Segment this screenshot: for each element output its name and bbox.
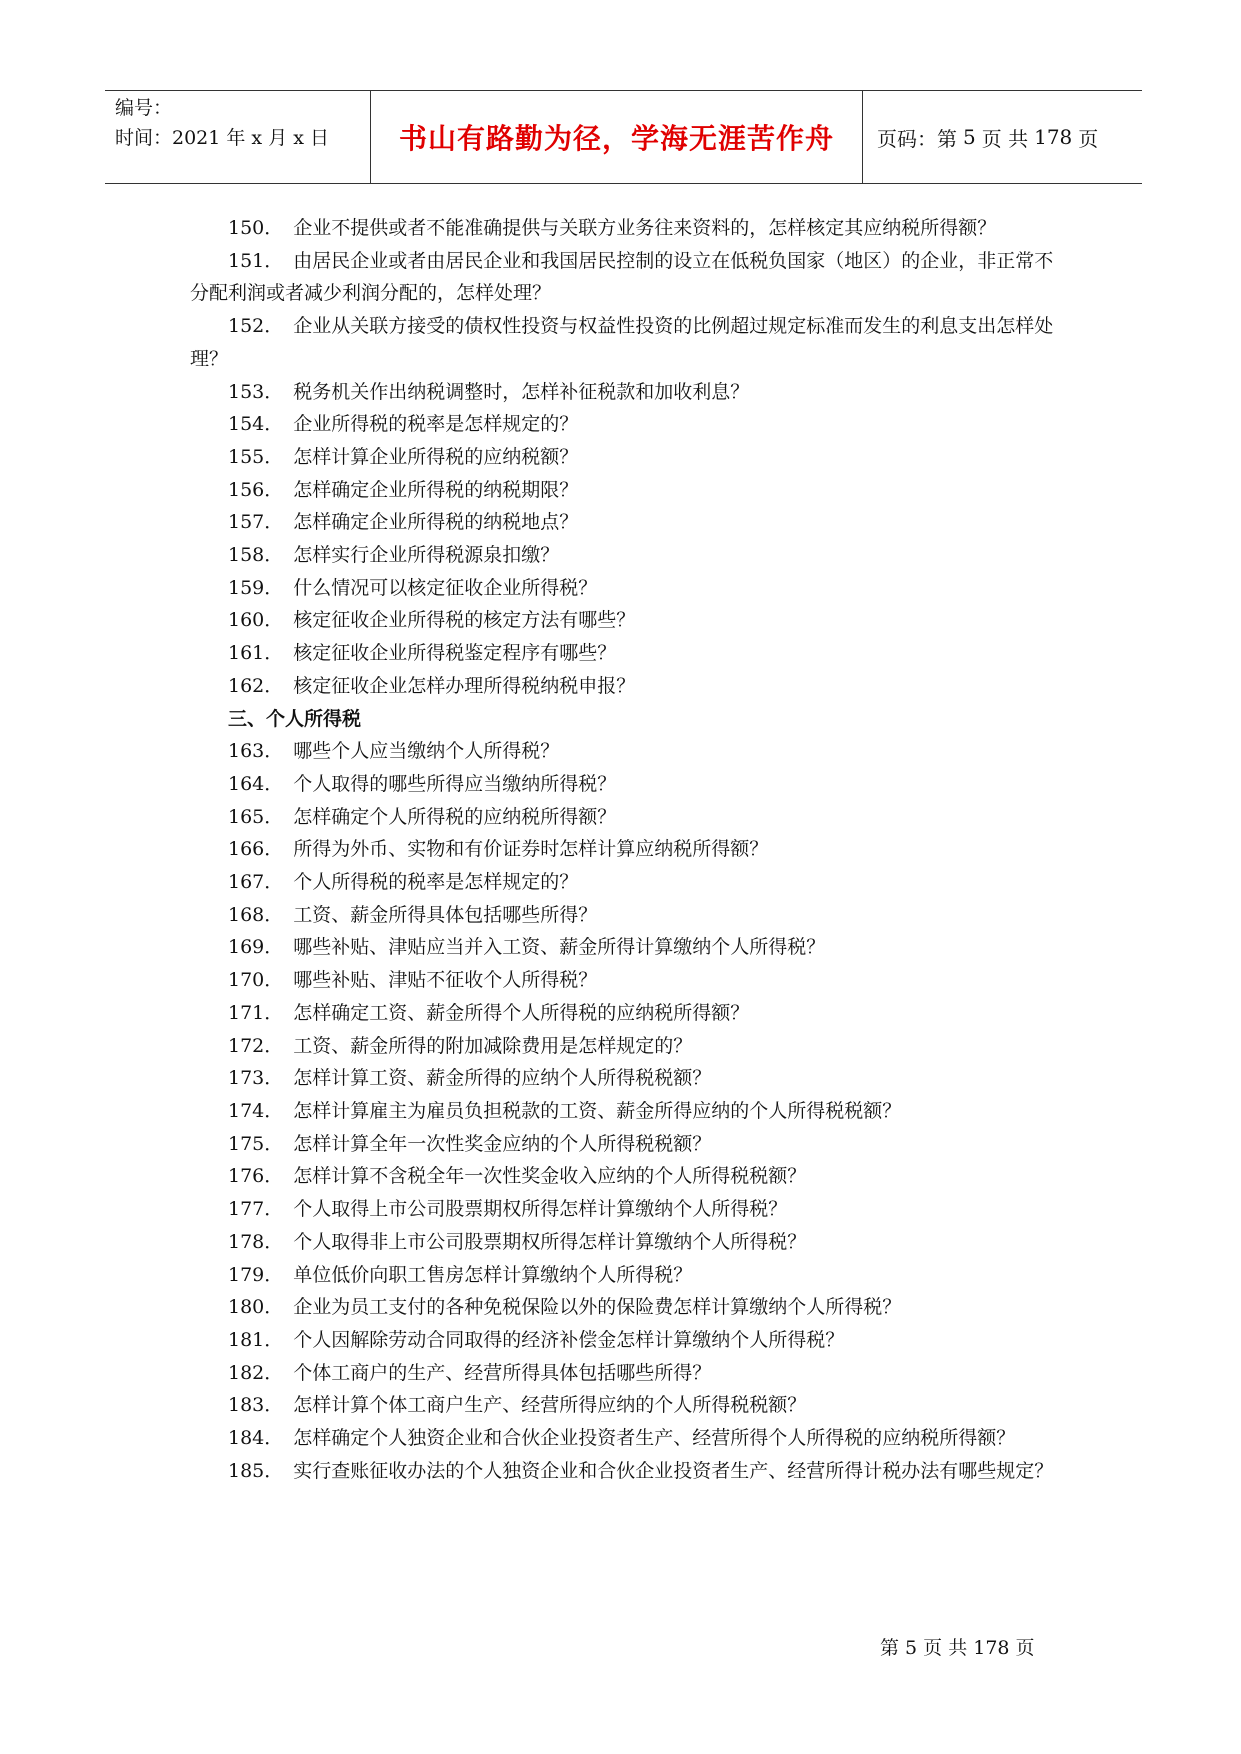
question-number: 157．: [228, 511, 284, 534]
question-text: 什么情况可以核定征收企业所得税？: [293, 576, 598, 599]
page-label: 页码：第: [877, 126, 957, 151]
question-number: 150．: [228, 217, 284, 239]
page-mid: 页 共: [981, 126, 1029, 151]
question-number: 167．: [228, 871, 284, 894]
question-number: 153．: [228, 380, 284, 403]
question-item: [190, 1291, 1070, 1324]
question-item: [190, 931, 1070, 964]
page-end: 页: [1078, 126, 1099, 151]
question-text: 个人取得的哪些所得应当缴纳所得税？: [293, 772, 617, 795]
question-item: [190, 866, 1070, 899]
question-item: [190, 899, 1070, 932]
question-number: 155．: [228, 445, 284, 468]
question-number: 176．: [228, 1165, 284, 1188]
question-item: [190, 801, 1070, 834]
question-text: 哪些个人应当缴纳个人所得税？: [293, 740, 560, 763]
question-text: 怎样计算工资、薪金所得的应纳个人所得税税额？: [293, 1067, 712, 1090]
question-number: 154．: [228, 413, 284, 436]
question-number: 178．: [228, 1230, 284, 1253]
question-text: 怎样计算不含税全年一次性奖金收入应纳的个人所得税税额？: [293, 1165, 807, 1188]
question-number: 160．: [228, 609, 284, 632]
page-footer: 第 5 页 共 178 页: [880, 1637, 1035, 1659]
question-number: 152．: [228, 315, 284, 338]
question-item: [190, 637, 1070, 670]
question-text: 核定征收企业所得税鉴定程序有哪些？: [293, 642, 617, 665]
question-item: [190, 768, 1070, 801]
question-number: 159．: [228, 576, 284, 599]
question-item: [190, 572, 1070, 605]
question-item: [190, 539, 1070, 572]
question-text: 哪些补贴、津贴不征收个人所得税？: [293, 969, 598, 992]
question-item: [190, 1128, 1070, 1161]
question-number: 174．: [228, 1099, 284, 1122]
question-text: 所得为外币、实物和有价证券时怎样计算应纳税所得额？: [293, 838, 769, 861]
question-text: 企业为员工支付的各种免税保险以外的保险费怎样计算缴纳个人所得税？: [293, 1296, 902, 1319]
question-item: [190, 1062, 1070, 1095]
question-number: 170．: [228, 969, 284, 992]
question-item: [190, 1030, 1070, 1063]
question-number: 183．: [228, 1394, 284, 1417]
question-text: 单位低价向职工售房怎样计算缴纳个人所得税？: [293, 1263, 693, 1286]
question-text: 核定征收企业怎样办理所得税纳税申报？: [293, 674, 636, 697]
question-text: 企业不提供或者不能准确提供与关联方业务往来资料的，怎样核定其应纳税所得额？: [293, 217, 997, 239]
question-number: 166．: [228, 838, 284, 861]
question-number: 156．: [228, 478, 284, 501]
question-number: 165．: [228, 805, 284, 828]
question-item: [190, 1226, 1070, 1259]
question-item: [190, 1422, 1070, 1455]
question-number: 151．: [228, 249, 284, 272]
question-text: 由居民企业或者由居民企业和我国居民控制的设立在低税负国家（地区）的企业，非正常不分配利润或者减少利润分配的，怎样处理？: [190, 249, 1054, 305]
question-item: [190, 1193, 1070, 1226]
question-item: [190, 1389, 1070, 1422]
question-item: [190, 735, 1070, 768]
question-text: 实行查账征收办法的个人独资企业和合伙企业投资者生产、经营所得计税办法有哪些规定？: [293, 1459, 1054, 1482]
question-text: 税务机关作出纳税调整时，怎样补征税款和加收利息？: [293, 380, 750, 403]
question-item: [190, 964, 1070, 997]
question-text: 企业从关联方接受的债权性投资与权益性投资的比例超过规定标准而发生的利息支出怎样处理？: [190, 315, 1054, 370]
question-number: 164．: [228, 772, 284, 795]
question-text: 个人取得上市公司股票期权所得怎样计算缴纳个人所得税？: [293, 1198, 788, 1221]
question-item: [190, 506, 1070, 539]
question-list-top: [190, 212, 1070, 703]
question-item: [190, 1095, 1070, 1128]
question-text: 怎样计算个体工商户生产、经营所得应纳的个人所得税税额？: [293, 1394, 807, 1417]
question-number: 182．: [228, 1361, 284, 1384]
question-item: [190, 670, 1070, 703]
document-time: 时间：2021 年 x 月 x 日: [115, 127, 329, 149]
question-number: 175．: [228, 1132, 284, 1155]
question-item: [190, 245, 1070, 310]
question-item: [190, 474, 1070, 507]
page-number: 5: [963, 125, 976, 149]
question-text: 个人取得非上市公司股票期权所得怎样计算缴纳个人所得税？: [293, 1230, 807, 1253]
question-text: 怎样计算企业所得税的应纳税额？: [293, 445, 579, 468]
question-text: 哪些补贴、津贴应当并入工资、薪金所得计算缴纳个人所得税？: [293, 936, 826, 959]
question-number: 173．: [228, 1067, 284, 1090]
question-number: 184．: [228, 1427, 284, 1450]
question-number: 168．: [228, 903, 284, 926]
section-heading: 三、个人所得税: [228, 707, 362, 730]
question-item: [190, 376, 1070, 409]
question-text: 怎样计算雇主为雇员负担税款的工资、薪金所得应纳的个人所得税税额？: [293, 1099, 902, 1122]
question-item: [190, 833, 1070, 866]
question-text: 工资、薪金所得的附加减除费用是怎样规定的？: [293, 1034, 693, 1057]
question-text: 个人所得税的税率是怎样规定的？: [293, 871, 579, 894]
question-item: [190, 1259, 1070, 1292]
question-number: 180．: [228, 1296, 284, 1319]
question-item: [190, 310, 1070, 375]
question-number: 169．: [228, 936, 284, 959]
question-item: [190, 1357, 1070, 1390]
question-list-bottom: [190, 735, 1070, 1487]
question-text: 怎样计算全年一次性奖金应纳的个人所得税税额？: [293, 1132, 712, 1155]
question-item: [190, 441, 1070, 474]
question-item: [190, 997, 1070, 1030]
question-number: 171．: [228, 1001, 284, 1024]
question-text: 个体工商户的生产、经营所得具体包括哪些所得？: [293, 1361, 712, 1384]
question-item: [190, 1455, 1070, 1488]
header-meta: [115, 91, 373, 183]
question-item: [190, 604, 1070, 637]
question-number: 172．: [228, 1034, 284, 1057]
header-motto: 书山有路勤为径，学海无涯苦作舟: [370, 91, 863, 183]
question-item: [190, 212, 1070, 245]
page-total: 178: [1034, 125, 1073, 149]
document-number-label: 编号：: [115, 97, 173, 119]
question-number: 161．: [228, 642, 284, 665]
question-number: 163．: [228, 740, 284, 763]
question-number: 181．: [228, 1328, 284, 1351]
question-number: 179．: [228, 1263, 284, 1286]
question-text: 怎样确定工资、薪金所得个人所得税的应纳税所得额？: [293, 1001, 750, 1024]
question-text: 怎样确定企业所得税的纳税地点？: [293, 511, 579, 534]
question-number: 162．: [228, 674, 284, 697]
question-text: 怎样确定个人所得税的应纳税所得额？: [293, 805, 617, 828]
question-item: [190, 1160, 1070, 1193]
question-text: 怎样实行企业所得税源泉扣缴？: [293, 544, 560, 567]
header-page-info: [875, 91, 1137, 183]
question-item: [190, 1324, 1070, 1357]
question-text: 核定征收企业所得税的核定方法有哪些？: [293, 609, 636, 632]
question-number: 158．: [228, 544, 284, 567]
question-text: 个人因解除劳动合同取得的经济补偿金怎样计算缴纳个人所得税？: [293, 1328, 845, 1351]
page-header: [105, 90, 1142, 184]
document-body: [190, 212, 1070, 1487]
question-text: 怎样确定个人独资企业和合伙企业投资者生产、经营所得个人所得税的应纳税所得额？: [293, 1427, 1016, 1450]
question-text: 工资、薪金所得具体包括哪些所得？: [293, 903, 598, 926]
question-text: 企业所得税的税率是怎样规定的？: [293, 413, 579, 436]
question-number: 177．: [228, 1198, 284, 1221]
question-number: 185．: [228, 1459, 284, 1482]
question-item: [190, 408, 1070, 441]
question-text: 怎样确定企业所得税的纳税期限？: [293, 478, 579, 501]
